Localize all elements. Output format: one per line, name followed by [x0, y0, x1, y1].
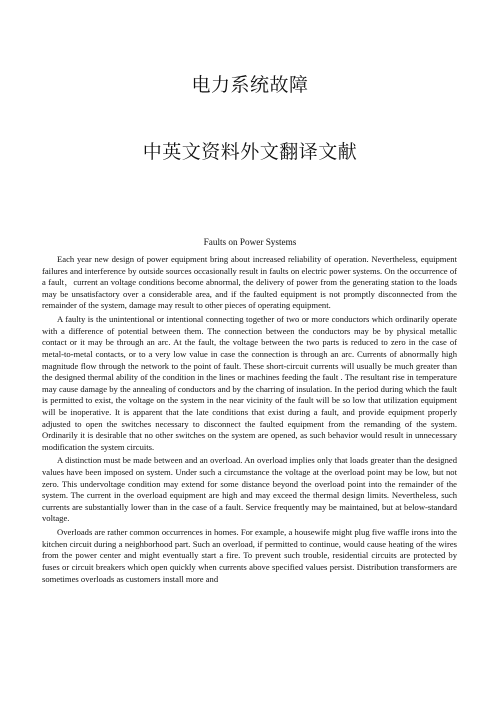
article-body	[42, 254, 457, 587]
paragraph: A faulty is the unintentional or intentional connecting together of two or more conductors which ordinarily operate with a difference of potential between them. The connection between the conductors may be by physical metallic contact or it may be through an arc. At the fault, the voltage between the two parts is reduced to zero in the case of metal-to-metal contacts, or to a very low value in case the connection is through an arc. Currents of abnormally high magnitude flow through the network to the point of fault. These short-circuit currents will usually be much greater than the designed thermal ability of the condition in the lines or machines feeding the fault . The resultant rise in temperature may cause damage by the annealing of conductors and by the charring of insulation. In the period during which the fault is permitted to exist, the voltage on the system in the near vicinity of the fault will be so low that utilization equipment will be inoperative. It is apparent that the late conditions that exist during a fault, and provide equipment properly adjusted to open the switches necessary to disconnect the faulted equipment from the remanding of the system. Ordinarily it is desirable that no other switches on the system are opened, as such behavior would result in unnecessary modification the system circuits.	[42, 314, 457, 452]
document-title: 电力系统故障	[191, 74, 309, 96]
document-subtitle: 中英文资料外文翻译文献	[142, 141, 358, 163]
article-title: Faults on Power Systems	[203, 237, 297, 247]
paragraph: A distinction must be made between and an overload. An overload implies only that loads greater than the designed values have been imposed on system. Under such a circumstance the voltage at the overload point may be low, but not zero. This undervoltage condition may extend for some distance beyond the overload point into the remainder of the system. The current in the overload equipment are high and may exceed the thermal design limits. Nevertheless, such currents are substantially lower than in the case of a fault. Service frequently may be maintained, but at below-standard voltage.	[42, 455, 457, 524]
paragraph: Each year new design of power equipment bring about increased reliability of operation. Nevertheless, equipment failures and interference by outside sources occasionally result in faults on electric power systems. On the occurrence of a fault，current an voltage conditions become abnormal, the delivery of power from the generating station to the loads may be unsatisfactory over a considerable area, and if the faulted equipment is not promptly disconnected from the remainder of the system, damage may result to other pieces of operating equipment.	[42, 254, 457, 311]
paragraph: Overloads are rather common occurrences in homes. For example, a housewife might plug five waffle irons into the kitchen circuit during a neighborhood part. Such an overload, if permitted to continue, would cause heating of the wires from the power center and might eventually start a fire. To prevent such trouble, residential circuits are protected by fuses or circuit breakers which open quickly when currents above specified values persist. Distribution transformers are sometimes overloads as customers install more and	[42, 527, 457, 584]
